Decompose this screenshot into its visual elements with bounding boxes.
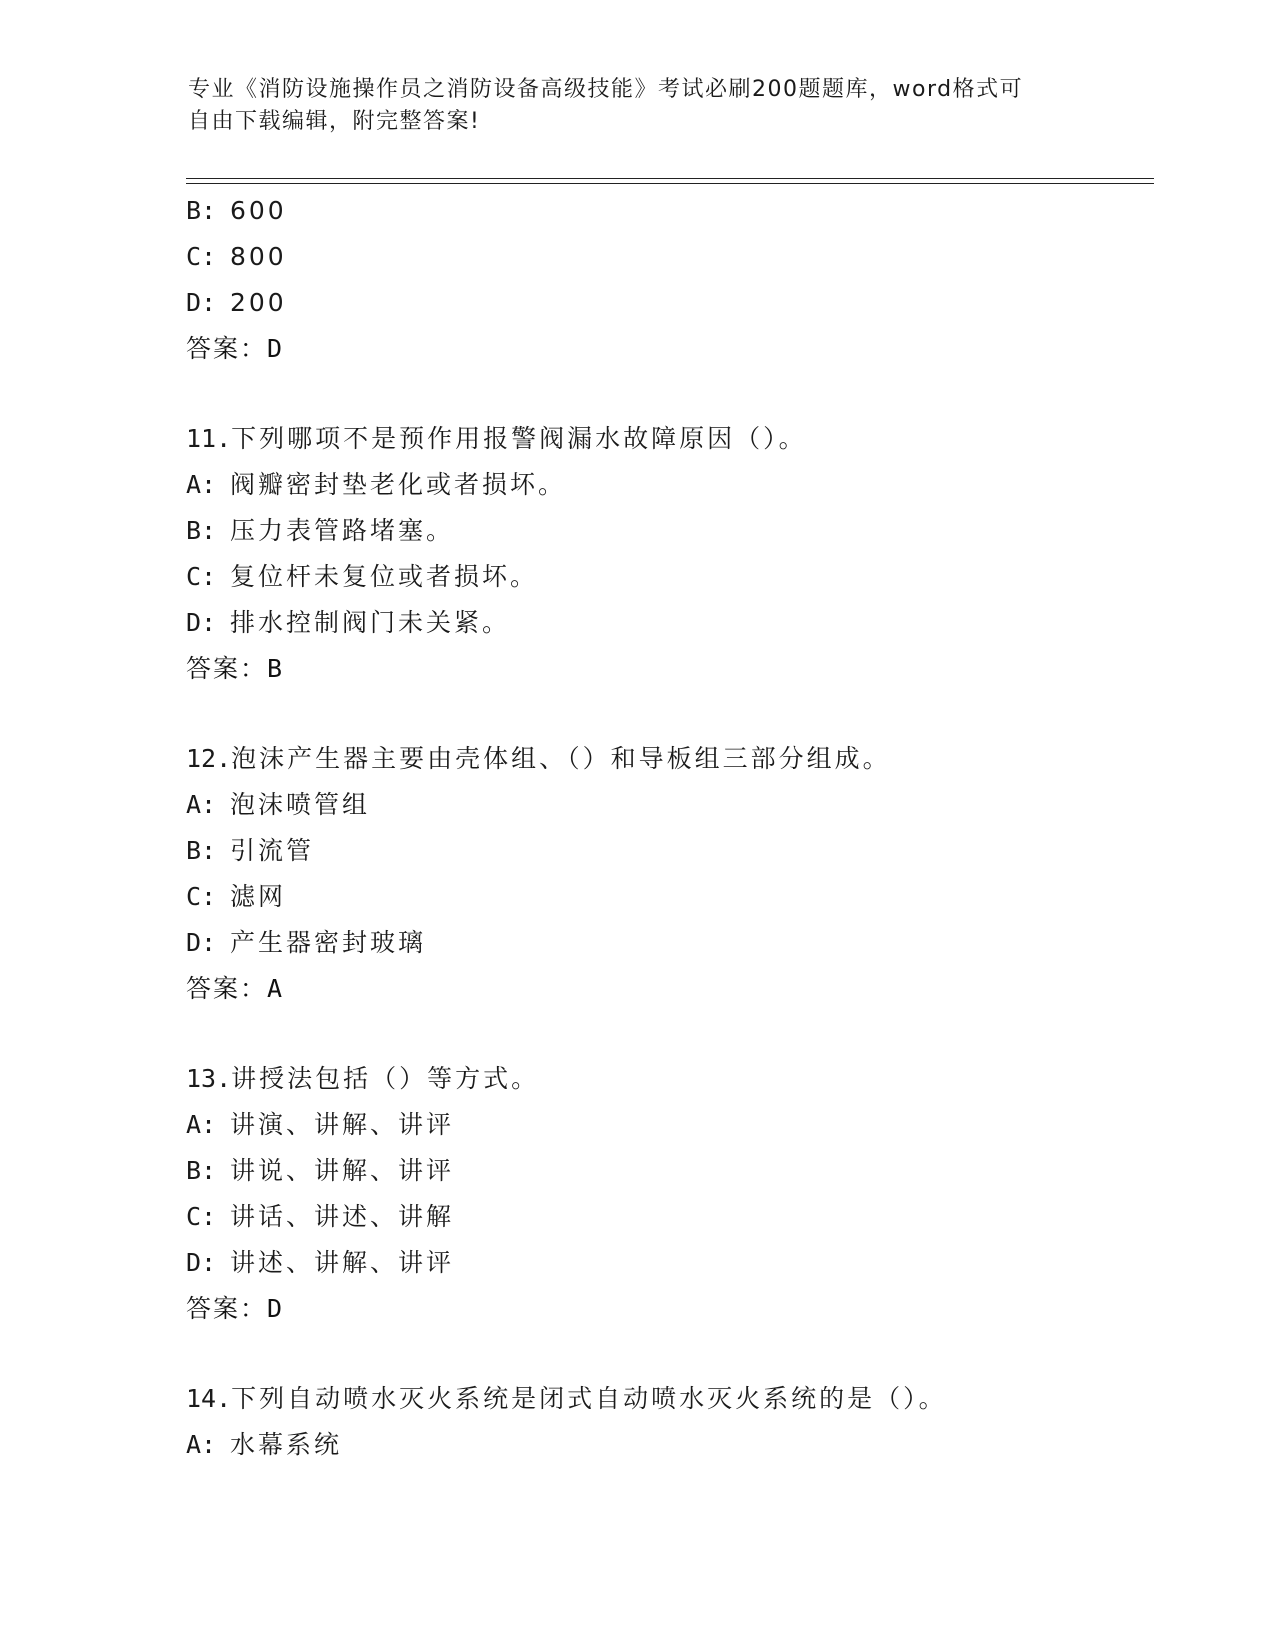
option-text: 阀瓣密封垫老化或者损坏。	[230, 470, 567, 499]
option-c	[186, 874, 1146, 920]
header-divider-top	[186, 178, 1154, 179]
option-text: 讲说、讲解、讲评	[230, 1156, 455, 1185]
option-text: 压力表管路堵塞。	[230, 516, 455, 545]
option-letter: B:	[186, 196, 217, 225]
spacer	[186, 692, 1146, 736]
question-block-12	[186, 736, 1146, 1012]
answer-value: D	[267, 1294, 285, 1323]
question-body: 泡沫产生器主要由壳体组、（）和导板组三部分组成。	[231, 744, 891, 773]
spacer	[186, 372, 1146, 416]
answer-label: 答案：	[186, 1294, 268, 1323]
option-letter: A:	[186, 790, 217, 819]
option-letter: A:	[186, 1430, 217, 1459]
answer-value: A	[267, 974, 285, 1003]
option-text: 引流管	[230, 836, 315, 865]
option-letter: C:	[186, 1202, 217, 1231]
question-body: 下列自动喷水灭火系统是闭式自动喷水灭火系统的是（）。	[231, 1384, 947, 1413]
option-letter: A:	[186, 1110, 217, 1139]
option-b	[186, 828, 1146, 874]
answer-label: 答案：	[186, 334, 268, 363]
answer-value: B	[267, 654, 285, 683]
option-letter: C:	[186, 562, 217, 591]
document-header	[188, 74, 1088, 138]
option-b	[186, 508, 1146, 554]
question-number: 11.	[186, 424, 232, 453]
option-letter: B:	[186, 1156, 217, 1185]
option-b	[186, 188, 1146, 234]
option-letter: D:	[186, 608, 217, 637]
question-text	[186, 416, 1146, 462]
question-number: 13.	[186, 1064, 232, 1093]
option-text: 复位杆未复位或者损坏。	[230, 562, 539, 591]
option-a	[186, 782, 1146, 828]
option-text: 排水控制阀门未关紧。	[230, 608, 511, 637]
option-letter: C:	[186, 242, 217, 271]
option-letter: D:	[186, 1248, 217, 1277]
question-body: 下列哪项不是预作用报警阀漏水故障原因（）。	[231, 424, 807, 453]
option-letter: D:	[186, 928, 217, 957]
option-d	[186, 1240, 1146, 1286]
option-b	[186, 1148, 1146, 1194]
option-text: 讲话、讲述、讲解	[230, 1202, 455, 1231]
option-text: 产生器密封玻璃	[230, 928, 427, 957]
option-letter: A:	[186, 470, 217, 499]
answer-line	[186, 326, 1146, 372]
option-letter: C:	[186, 882, 217, 911]
answer-label: 答案：	[186, 974, 268, 1003]
option-text: 800	[230, 242, 287, 271]
option-letter: D:	[186, 288, 217, 317]
answer-line	[186, 646, 1146, 692]
question-block-11	[186, 416, 1146, 692]
option-letter: B:	[186, 516, 217, 545]
answer-value: D	[267, 334, 285, 363]
option-text: 600	[230, 196, 287, 225]
option-d	[186, 280, 1146, 326]
option-text: 滤网	[230, 882, 287, 911]
option-a	[186, 1422, 1146, 1468]
question-body: 讲授法包括（）等方式。	[231, 1064, 540, 1093]
option-text: 水幕系统	[230, 1430, 343, 1459]
option-c	[186, 1194, 1146, 1240]
question-text	[186, 736, 1146, 782]
option-text: 泡沫喷管组	[230, 790, 371, 819]
option-d	[186, 600, 1146, 646]
option-c	[186, 234, 1146, 280]
answer-label: 答案：	[186, 654, 268, 683]
question-list	[186, 188, 1146, 1468]
answer-line	[186, 966, 1146, 1012]
option-letter: B:	[186, 836, 217, 865]
header-divider-bottom	[186, 183, 1154, 184]
option-text: 200	[230, 288, 287, 317]
option-text: 讲演、讲解、讲评	[230, 1110, 455, 1139]
answer-line	[186, 1286, 1146, 1332]
question-block-prev	[186, 188, 1146, 372]
option-d	[186, 920, 1146, 966]
question-block-14	[186, 1376, 1146, 1468]
question-block-13	[186, 1056, 1146, 1332]
option-a	[186, 462, 1146, 508]
header-line-2: 自由下载编辑，附完整答案!	[188, 109, 481, 134]
question-text	[186, 1376, 1146, 1422]
question-number: 12.	[186, 744, 232, 773]
option-c	[186, 554, 1146, 600]
spacer	[186, 1332, 1146, 1376]
option-a	[186, 1102, 1146, 1148]
question-text	[186, 1056, 1146, 1102]
question-number: 14.	[186, 1384, 232, 1413]
spacer	[186, 1012, 1146, 1056]
option-text: 讲述、讲解、讲评	[230, 1248, 455, 1277]
header-line-1: 专业《消防设施操作员之消防设备高级技能》考试必刷200题题库，word格式可	[188, 77, 1024, 102]
